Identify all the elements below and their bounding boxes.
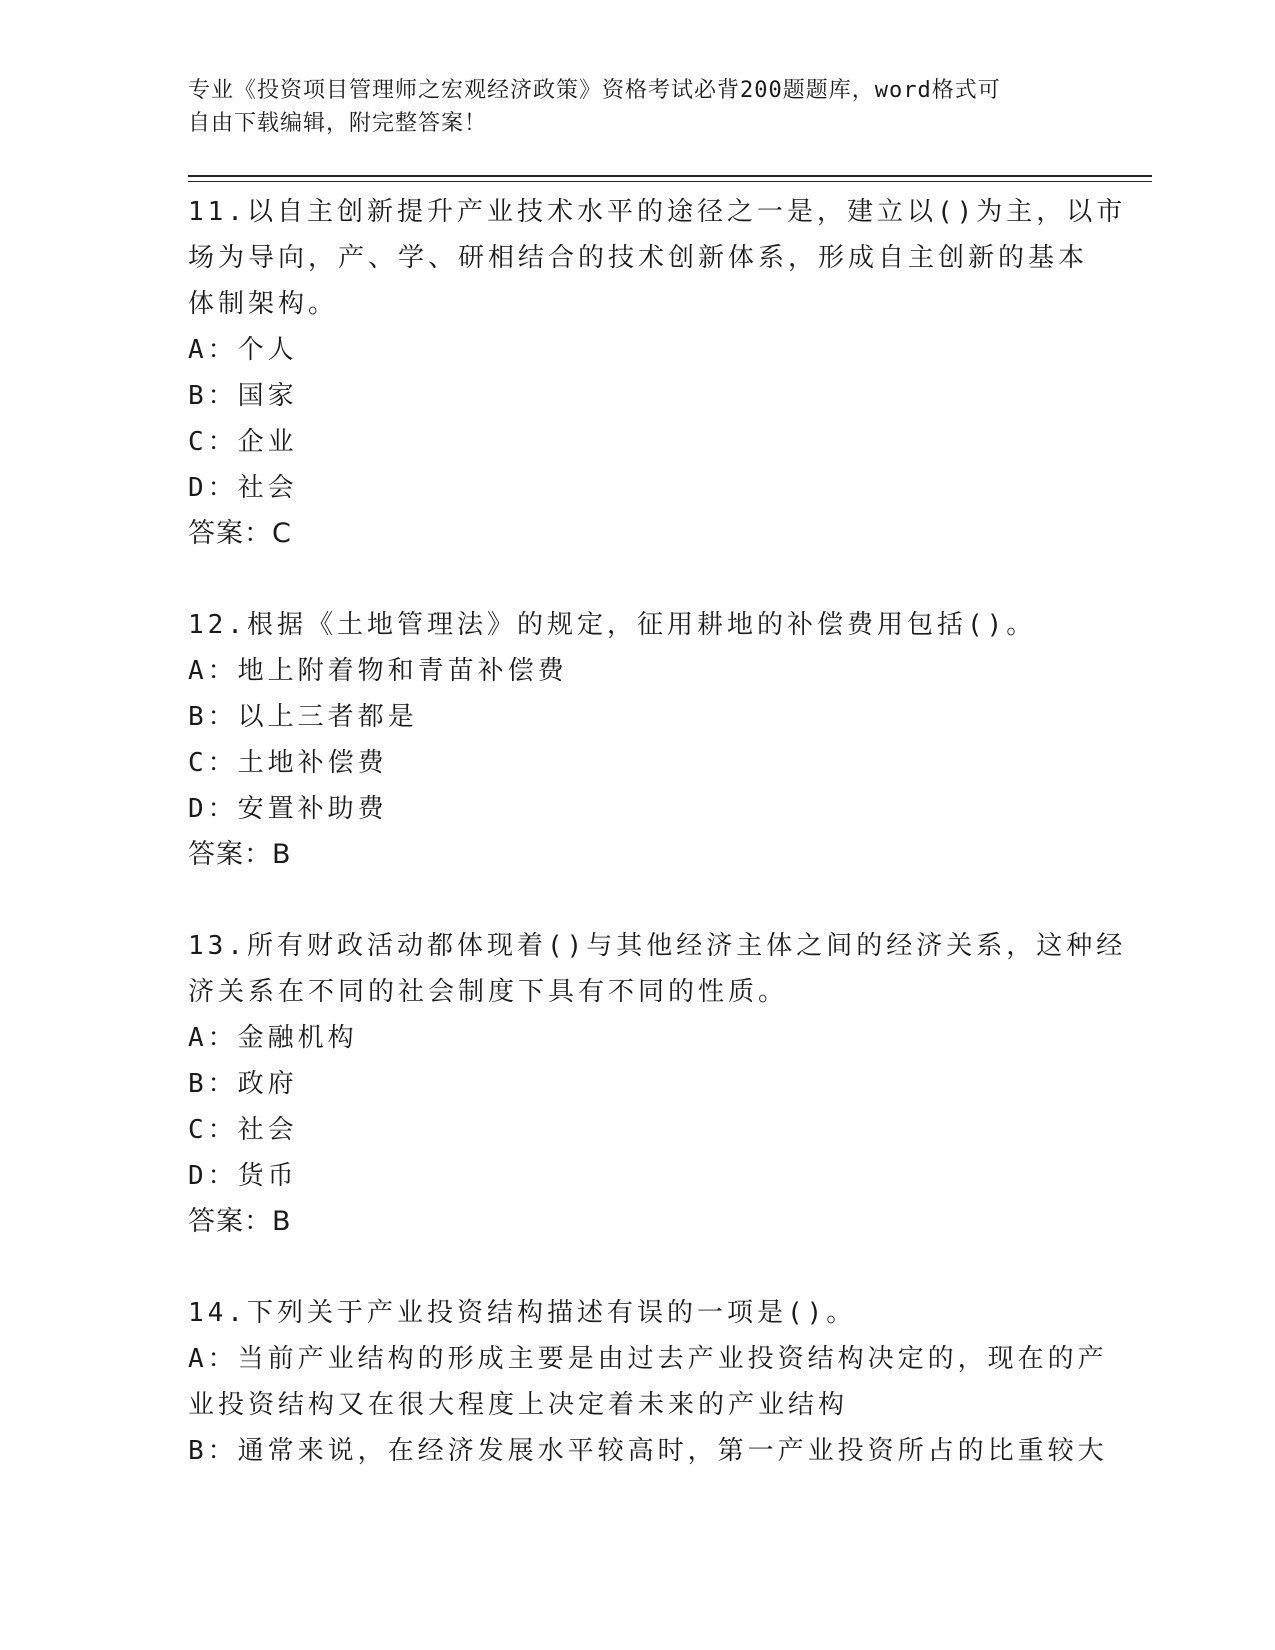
question-14 bbox=[188, 1290, 1108, 1474]
document-header bbox=[188, 74, 1068, 140]
question-stem-line: 济关系在不同的社会制度下具有不同的性质。 bbox=[188, 977, 789, 1007]
option-c: C：土地补偿费 bbox=[188, 748, 388, 778]
option-a: A：地上附着物和青苗补偿费 bbox=[188, 656, 568, 686]
option-b: B：通常来说，在经济发展水平较高时，第一产业投资所占的比重较大 bbox=[188, 1436, 1108, 1466]
question-stem-line: 体制架构。 bbox=[188, 289, 339, 319]
answer-line: 答案：B bbox=[188, 1206, 292, 1237]
option-c: C：企业 bbox=[188, 427, 298, 457]
header-divider-thick bbox=[188, 175, 1152, 177]
option-b: B：国家 bbox=[188, 381, 298, 411]
option-b: B：政府 bbox=[188, 1069, 298, 1099]
answer-line: 答案：B bbox=[188, 839, 292, 870]
option-a: A：当前产业结构的形成主要是由过去产业投资结构决定的，现在的产 bbox=[188, 1344, 1108, 1374]
header-line-1: 专业《投资项目管理师之宏观经济政策》资格考试必背200题题库，word格式可 bbox=[188, 78, 1001, 103]
option-d: D：货币 bbox=[188, 1161, 298, 1191]
option-d: D：安置补助费 bbox=[188, 794, 388, 824]
question-13 bbox=[188, 923, 1127, 1245]
option-d: D：社会 bbox=[188, 473, 298, 503]
option-b: B：以上三者都是 bbox=[188, 702, 418, 732]
question-stem-line: 14.下列关于产业投资结构描述有误的一项是()。 bbox=[188, 1298, 857, 1328]
answer-line: 答案：C bbox=[188, 518, 292, 549]
question-stem-line: 12.根据《土地管理法》的规定，征用耕地的补偿费用包括()。 bbox=[188, 610, 1037, 640]
option-a: A：金融机构 bbox=[188, 1023, 358, 1053]
option-a-continued: 业投资结构又在很大程度上决定着未来的产业结构 bbox=[188, 1390, 849, 1420]
question-12 bbox=[188, 602, 1088, 878]
header-line-2: 自由下载编辑，附完整答案！ bbox=[188, 111, 488, 136]
header-divider-thin bbox=[188, 181, 1152, 182]
option-c: C：社会 bbox=[188, 1115, 298, 1145]
option-a: A：个人 bbox=[188, 335, 298, 365]
question-list bbox=[188, 189, 1127, 1519]
question-stem-line: 场为导向，产、学、研相结合的技术创新体系，形成自主创新的基本 bbox=[188, 243, 1089, 273]
question-stem-line: 11.以自主创新提升产业技术水平的途径之一是，建立以()为主，以市 bbox=[188, 197, 1127, 227]
question-stem-line: 13.所有财政活动都体现着()与其他经济主体之间的经济关系，这种经 bbox=[188, 931, 1127, 961]
question-11 bbox=[188, 189, 1127, 557]
